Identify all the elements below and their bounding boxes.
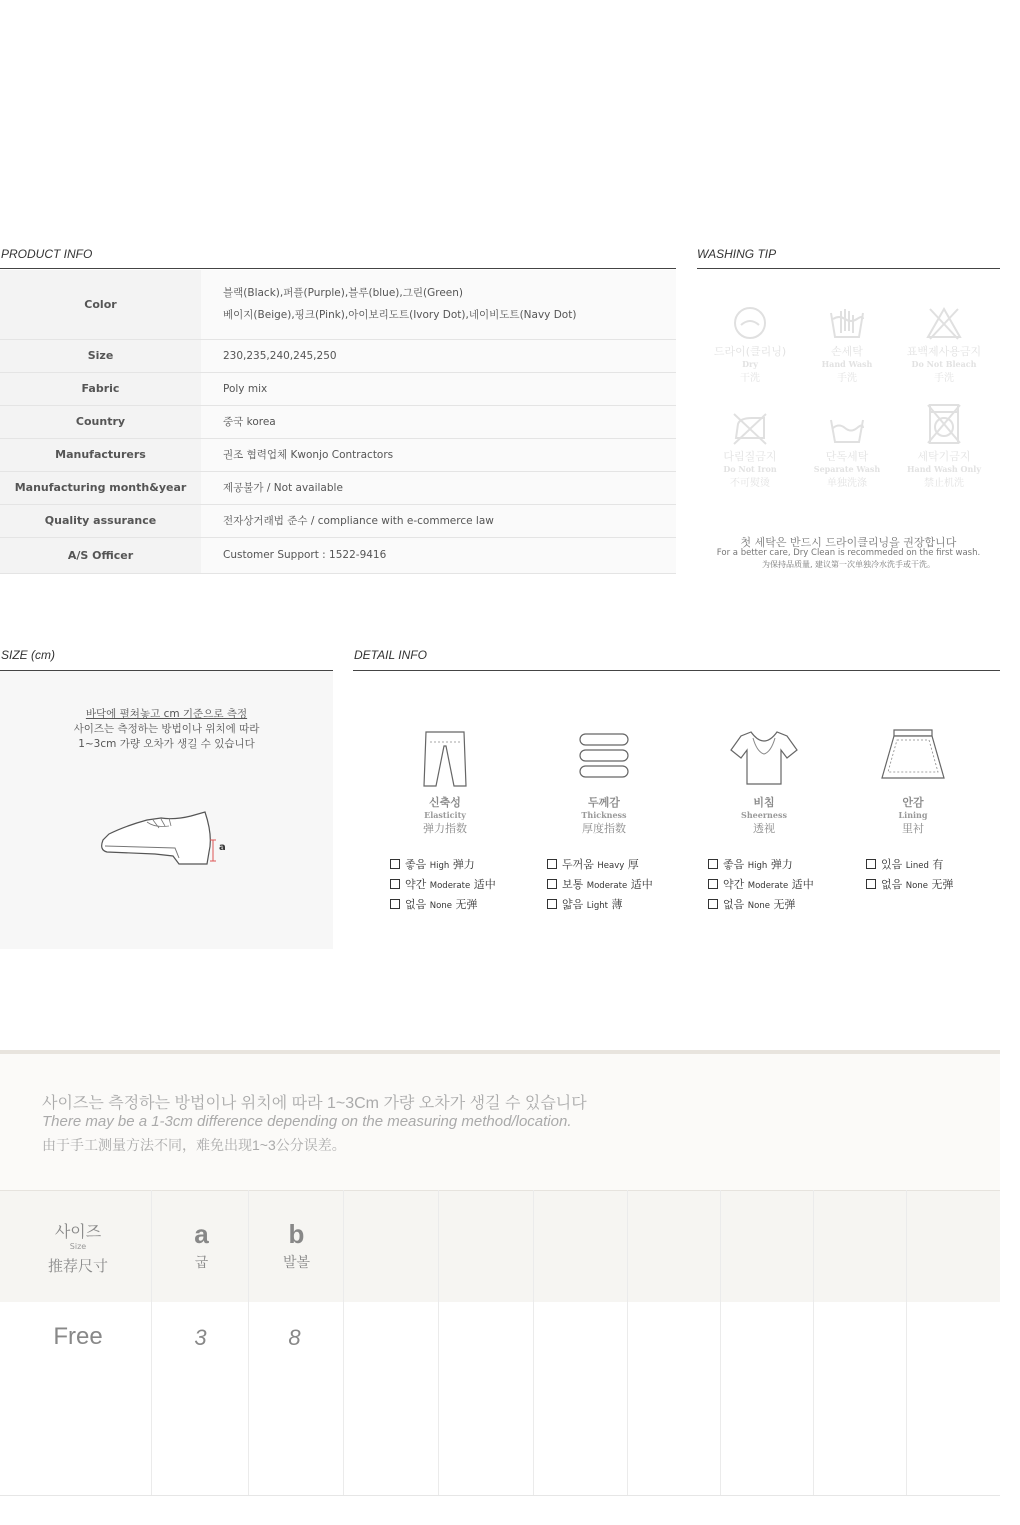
size-table-note-ko: 사이즈는 측정하는 방법이나 위치에 따라 1~3Cm 가량 오차가 생길 수 있습니다: [42, 1095, 587, 1112]
column-divider: [533, 1190, 534, 1495]
detail-label-cn: 厚度指数: [582, 822, 626, 835]
option-ko: 좋음: [723, 858, 745, 871]
header-col-b-label: 발볼: [282, 1255, 311, 1271]
checkbox[interactable]: [547, 879, 557, 889]
option-en: Moderate: [747, 881, 789, 891]
option-ko: 없음: [881, 878, 903, 891]
wash-label-en: Separate Wash: [813, 464, 881, 474]
wash-label-cn: 手洗: [934, 373, 954, 384]
row-value: Customer Support : 1522-9416: [201, 537, 676, 573]
option-cn: 有: [932, 858, 944, 871]
option-thickness-light[interactable]: [547, 896, 622, 912]
row-key: Country: [0, 405, 201, 438]
row-key: Manufacturing month&year: [0, 471, 201, 504]
detail-label-cn: 弹力指数: [423, 822, 467, 835]
size-table-note-en: There may be a 1-3cm difference depending on the measuring method/location.: [42, 1113, 572, 1130]
header-col-b-letter: b: [288, 1219, 305, 1249]
option-thickness-heavy[interactable]: [547, 856, 639, 872]
row-key: A/S Officer: [0, 537, 201, 573]
option-sheerness-none[interactable]: [708, 896, 795, 912]
size-cm-panel: [0, 671, 333, 949]
option-ko: 두꺼움: [562, 858, 594, 871]
header-col-a-label: 굽: [194, 1255, 209, 1271]
option-en: Moderate: [586, 881, 628, 891]
wash-item: [894, 305, 994, 384]
option-cn: 弹力: [452, 858, 475, 871]
color-line: 베이지(Beige),핑크(Pink),아이보리도트(Ivory Dot),네이비도트(Navy Dot): [223, 309, 577, 322]
wash-label-en: Hand Wash: [821, 359, 873, 369]
option-cn: 无弹: [931, 878, 954, 891]
wash-item: [797, 410, 897, 489]
product-info-title: PRODUCT INFO: [1, 247, 93, 261]
option-ko: 좋음: [405, 858, 427, 871]
shirt-icon: [729, 728, 799, 788]
table-row: [0, 438, 676, 471]
option-cn: 厚: [627, 858, 639, 871]
wash-item: [700, 305, 800, 384]
option-ko: 없음: [405, 898, 427, 911]
option-cn: 无弹: [455, 898, 478, 911]
size-cm-title: SIZE (cm): [1, 648, 55, 662]
option-cn: 薄: [611, 898, 623, 911]
option-cn: 适中: [630, 878, 653, 891]
row-value: 권조 협력업체 Kwonjo Contractors: [201, 438, 676, 471]
option-en: Moderate: [429, 881, 471, 891]
size-table-header: [0, 1190, 1000, 1302]
checkbox[interactable]: [708, 859, 718, 869]
column-divider: [627, 1190, 628, 1495]
layers-icon: [574, 728, 634, 788]
option-ko: 보통: [562, 878, 584, 891]
no-machine-wash-icon: [924, 402, 964, 446]
detail-label-ko: 두께감: [588, 796, 620, 809]
table-row: [0, 471, 676, 504]
column-divider: [906, 1190, 907, 1495]
option-en: None: [747, 901, 770, 911]
product-info-divider: [0, 268, 676, 269]
row-key: Manufacturers: [0, 438, 201, 471]
option-en: Lined: [905, 861, 929, 871]
wash-label-ko: 표백제사용금지: [906, 345, 982, 358]
row-size-free: Free: [53, 1323, 103, 1350]
option-elasticity-moderate[interactable]: [390, 876, 496, 892]
checkbox[interactable]: [547, 899, 557, 909]
wash-item: [894, 402, 994, 489]
header-size-ko: 사이즈: [54, 1222, 102, 1241]
header-size-en: Size: [69, 1242, 87, 1251]
option-ko: 약간: [405, 878, 427, 891]
option-ko: 없음: [723, 898, 745, 911]
size-note-line: 1~3cm 가량 오차가 생길 수 있습니다: [78, 738, 255, 750]
wash-label-cn: 手洗: [837, 373, 857, 384]
option-ko: 약간: [723, 878, 745, 891]
color-line: 블랙(Black),퍼플(Purple),블루(blue),그린(Green): [223, 287, 463, 300]
wash-label-cn: 单独洗涤: [827, 478, 867, 489]
row-value-a: 3: [194, 1325, 207, 1350]
column-divider: [151, 1190, 152, 1495]
row-value-b: 8: [288, 1325, 301, 1350]
wash-label-en: Hand Wash Only: [907, 464, 981, 474]
table-row: [0, 405, 676, 438]
column-divider: [720, 1190, 721, 1495]
option-thickness-moderate[interactable]: [547, 876, 653, 892]
checkbox[interactable]: [708, 879, 718, 889]
detail-label-ko: 신축성: [429, 796, 461, 809]
detail-label-ko: 비침: [753, 796, 775, 809]
row-key: Quality assurance: [0, 504, 201, 537]
separate-wash-icon: [827, 410, 867, 446]
dry-clean-icon: [732, 305, 768, 341]
option-lining-none[interactable]: [866, 876, 953, 892]
option-ko: 있음: [881, 858, 903, 871]
product-info-table: [0, 270, 676, 574]
wash-label-en: Do Not Bleach: [911, 359, 977, 369]
option-sheerness-high[interactable]: [708, 856, 793, 872]
checkbox[interactable]: [390, 899, 400, 909]
row-key: Size: [0, 339, 201, 372]
checkbox[interactable]: [390, 879, 400, 889]
checkbox[interactable]: [866, 859, 876, 869]
size-marker-a: a: [219, 842, 226, 853]
detail-thickness: [539, 728, 669, 836]
checkbox[interactable]: [708, 899, 718, 909]
table-row: [0, 504, 676, 537]
size-note-line: 사이즈는 측정하는 방법이나 위치에 따라: [73, 723, 260, 735]
skirt-icon: [878, 728, 948, 788]
checkbox[interactable]: [866, 879, 876, 889]
checkbox[interactable]: [390, 859, 400, 869]
table-bottom-border: [0, 1495, 1000, 1496]
option-sheerness-moderate[interactable]: [708, 876, 814, 892]
wash-label-cn: 干洗: [740, 373, 760, 384]
hand-wash-icon: [827, 305, 867, 341]
option-cn: 无弹: [773, 898, 796, 911]
wash-label-ko: 드라이(클리닝): [713, 345, 787, 358]
header-col-a-letter: a: [194, 1219, 209, 1249]
option-en: High: [747, 861, 768, 871]
detail-label-en: Sheerness: [741, 810, 787, 820]
wash-label-en: Do Not Iron: [723, 464, 777, 474]
option-cn: 适中: [791, 878, 814, 891]
wash-note-en: For a better care, Dry Clean is recommeded on the first wash.: [716, 548, 981, 558]
detail-elasticity: [380, 728, 510, 836]
do-not-bleach-icon: [924, 305, 964, 341]
column-divider: [813, 1190, 814, 1495]
detail-label-cn: 里衬: [902, 822, 924, 835]
option-en: None: [429, 901, 452, 911]
header-size-cn: 推荐尺寸: [47, 1257, 108, 1275]
do-not-iron-icon: [730, 410, 770, 446]
row-value: 중국 korea: [201, 405, 676, 438]
wash-label-ko: 손세탁: [831, 345, 863, 358]
option-cn: 适中: [473, 878, 496, 891]
table-row: [0, 339, 676, 372]
pants-icon: [420, 728, 470, 788]
detail-label-en: Thickness: [581, 810, 627, 820]
option-en: None: [905, 881, 928, 891]
row-value: [201, 270, 676, 339]
wash-item: [700, 410, 800, 489]
wash-label-cn: 不可熨烫: [730, 478, 770, 489]
shoe-icon: [95, 806, 235, 866]
row-value: 제공불가 / Not available: [201, 471, 676, 504]
detail-sheerness: [699, 728, 829, 836]
checkbox[interactable]: [547, 859, 557, 869]
table-row: [0, 270, 676, 339]
row-value: Poly mix: [201, 372, 676, 405]
table-row: [0, 372, 676, 405]
option-lining-lined[interactable]: [866, 856, 943, 872]
option-en: High: [429, 861, 450, 871]
detail-lining: [848, 728, 978, 836]
wash-note-ko: 첫 세탁은 반드시 드라이클리닝을 권장합니다: [740, 536, 957, 549]
row-key: Fabric: [0, 372, 201, 405]
wash-label-ko: 단독세탁: [825, 450, 869, 463]
option-en: Light: [586, 901, 608, 911]
wash-label-ko: 세탁기금지: [917, 450, 971, 463]
detail-label-en: Lining: [898, 810, 928, 820]
row-value: 전자상거래법 준수 / compliance with e-commerce law: [201, 504, 676, 537]
washing-tip-title: WASHING TIP: [697, 247, 777, 261]
wash-label-en: Dry: [742, 359, 758, 369]
wash-label-cn: 禁止机洗: [924, 478, 964, 489]
detail-info-divider: [353, 670, 1000, 671]
option-en: Heavy: [597, 861, 625, 871]
option-cn: 弹力: [770, 858, 793, 871]
row-key: Color: [0, 270, 201, 339]
row-value: 230,235,240,245,250: [201, 339, 676, 372]
size-note-measure: 바닥에 펼쳐놓고 cm 기준으로 측정: [85, 708, 248, 720]
detail-info-title: DETAIL INFO: [354, 648, 427, 662]
detail-label-ko: 안감: [902, 796, 924, 809]
table-row: [0, 537, 676, 573]
option-ko: 얇음: [562, 898, 584, 911]
detail-label-en: Elasticity: [424, 810, 466, 820]
option-elasticity-none[interactable]: [390, 896, 477, 912]
washing-tip-divider: [697, 268, 1000, 269]
option-elasticity-high[interactable]: [390, 856, 475, 872]
detail-label-cn: 透视: [753, 822, 775, 835]
wash-note-cn: 为保持品质量, 建议第一次单独冷水洗手或干洗。: [761, 560, 936, 569]
wash-item: [797, 305, 897, 384]
wash-label-ko: 다림질금지: [723, 450, 777, 463]
column-divider: [438, 1190, 439, 1495]
size-table-note-cn: 由于手工测量方法不同，难免出现1~3公分误差。: [42, 1137, 346, 1153]
